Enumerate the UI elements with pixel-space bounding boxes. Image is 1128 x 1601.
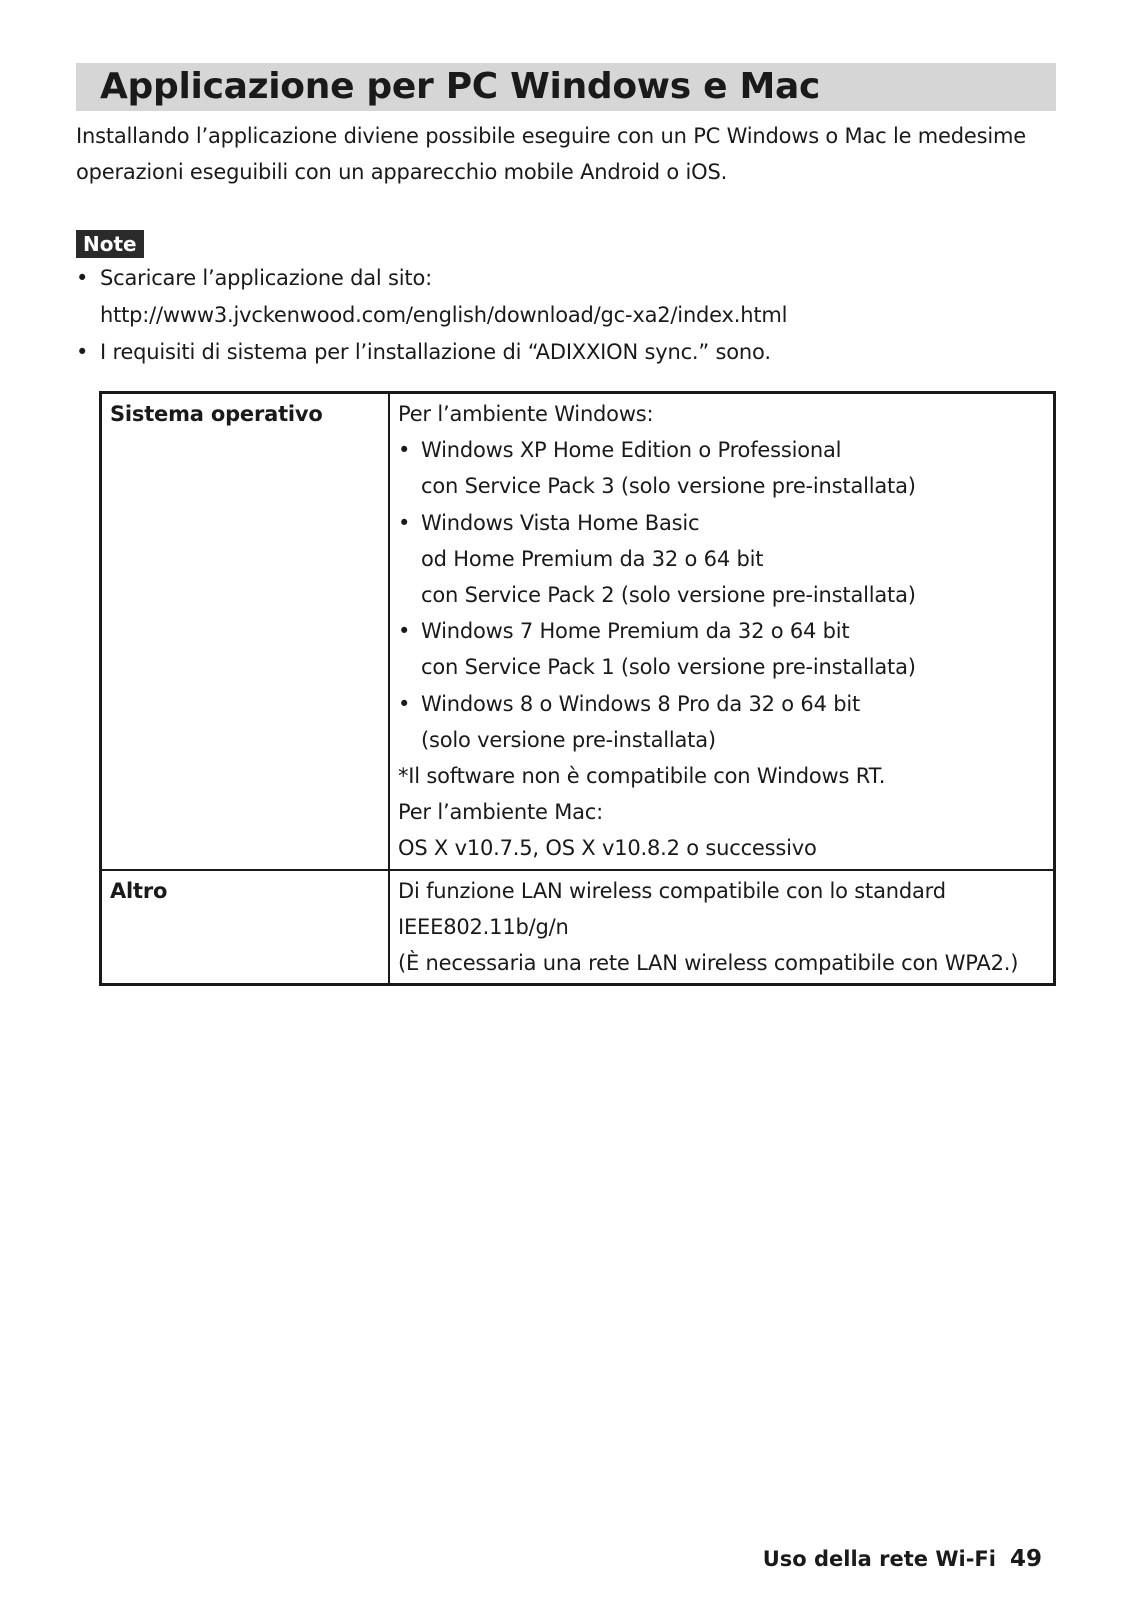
note-item (76, 334, 1056, 371)
bullet-icon: • (398, 619, 411, 644)
list-item-continuation: (solo versione pre-installata) (421, 727, 716, 752)
list-item-continuation: con Service Pack 3 (solo versione pre-installata) (421, 474, 916, 499)
value-line: Per l’ambiente Windows: (398, 402, 654, 426)
section-title-bar (76, 63, 1056, 111)
table-row (101, 870, 1055, 985)
row-header: Altro (101, 870, 390, 985)
note-list (76, 260, 1056, 371)
value-line: Di funzione LAN wireless compatibile con lo standard (398, 878, 946, 903)
note-label: Note (76, 230, 144, 258)
list-item (398, 613, 1046, 649)
download-url: http://www3.jvckenwood.com/english/download/gc-xa2/index.html (100, 303, 788, 327)
value-line: (È necessaria una rete LAN wireless compatibile con WPA2.) (398, 951, 1019, 976)
value-line: OS X v10.7.5, OS X v10.8.2 o successivo (398, 836, 817, 861)
list-item (398, 686, 1046, 722)
row-value (389, 393, 1055, 870)
bullet-icon: • (76, 340, 89, 364)
bullet-icon: • (398, 510, 411, 535)
bullet-icon: • (398, 438, 411, 463)
page-title: Applicazione per PC Windows e Mac (100, 66, 821, 107)
table-row (101, 393, 1055, 870)
bullet-icon: • (76, 266, 89, 290)
system-requirements-table (99, 391, 1056, 986)
list-item-text: Windows XP Home Edition o Professional (421, 438, 842, 463)
value-line: *Il software non è compatibile con Windows RT. (398, 764, 886, 789)
list-item-text: Windows Vista Home Basic (421, 510, 700, 535)
page-number: 49 (1009, 1546, 1042, 1572)
intro-paragraph (76, 118, 1056, 190)
note-item (76, 260, 1056, 334)
list-item-continuation: con Service Pack 2 (solo versione pre-installata) (421, 583, 916, 608)
list-item-text: Windows 7 Home Premium da 32 o 64 bit (421, 619, 850, 644)
page-footer (763, 1546, 1042, 1572)
row-header: Sistema operativo (101, 393, 390, 870)
intro-line: Installando l’applicazione diviene possibile eseguire con un PC Windows o Mac le medesime (76, 124, 1026, 148)
footer-section-name: Uso della rete Wi-Fi (762, 1547, 996, 1571)
list-item (398, 505, 1046, 541)
list-item-text: Windows 8 o Windows 8 Pro da 32 o 64 bit (421, 691, 861, 716)
list-item (398, 432, 1046, 468)
value-line: IEEE802.11b/g/n (398, 914, 569, 939)
note-text: I requisiti di sistema per l’installazione di “ADIXXION sync.” sono. (100, 340, 771, 364)
list-item-continuation: con Service Pack 1 (solo versione pre-installata) (421, 655, 916, 680)
value-line: Per l’ambiente Mac: (398, 800, 604, 825)
note-text: Scaricare l’applicazione dal sito: (100, 266, 432, 290)
list-item-continuation: od Home Premium da 32 o 64 bit (421, 546, 764, 571)
intro-line: operazioni eseguibili con un apparecchio mobile Android o iOS. (76, 160, 728, 184)
row-value (389, 870, 1055, 985)
bullet-icon: • (398, 691, 411, 716)
